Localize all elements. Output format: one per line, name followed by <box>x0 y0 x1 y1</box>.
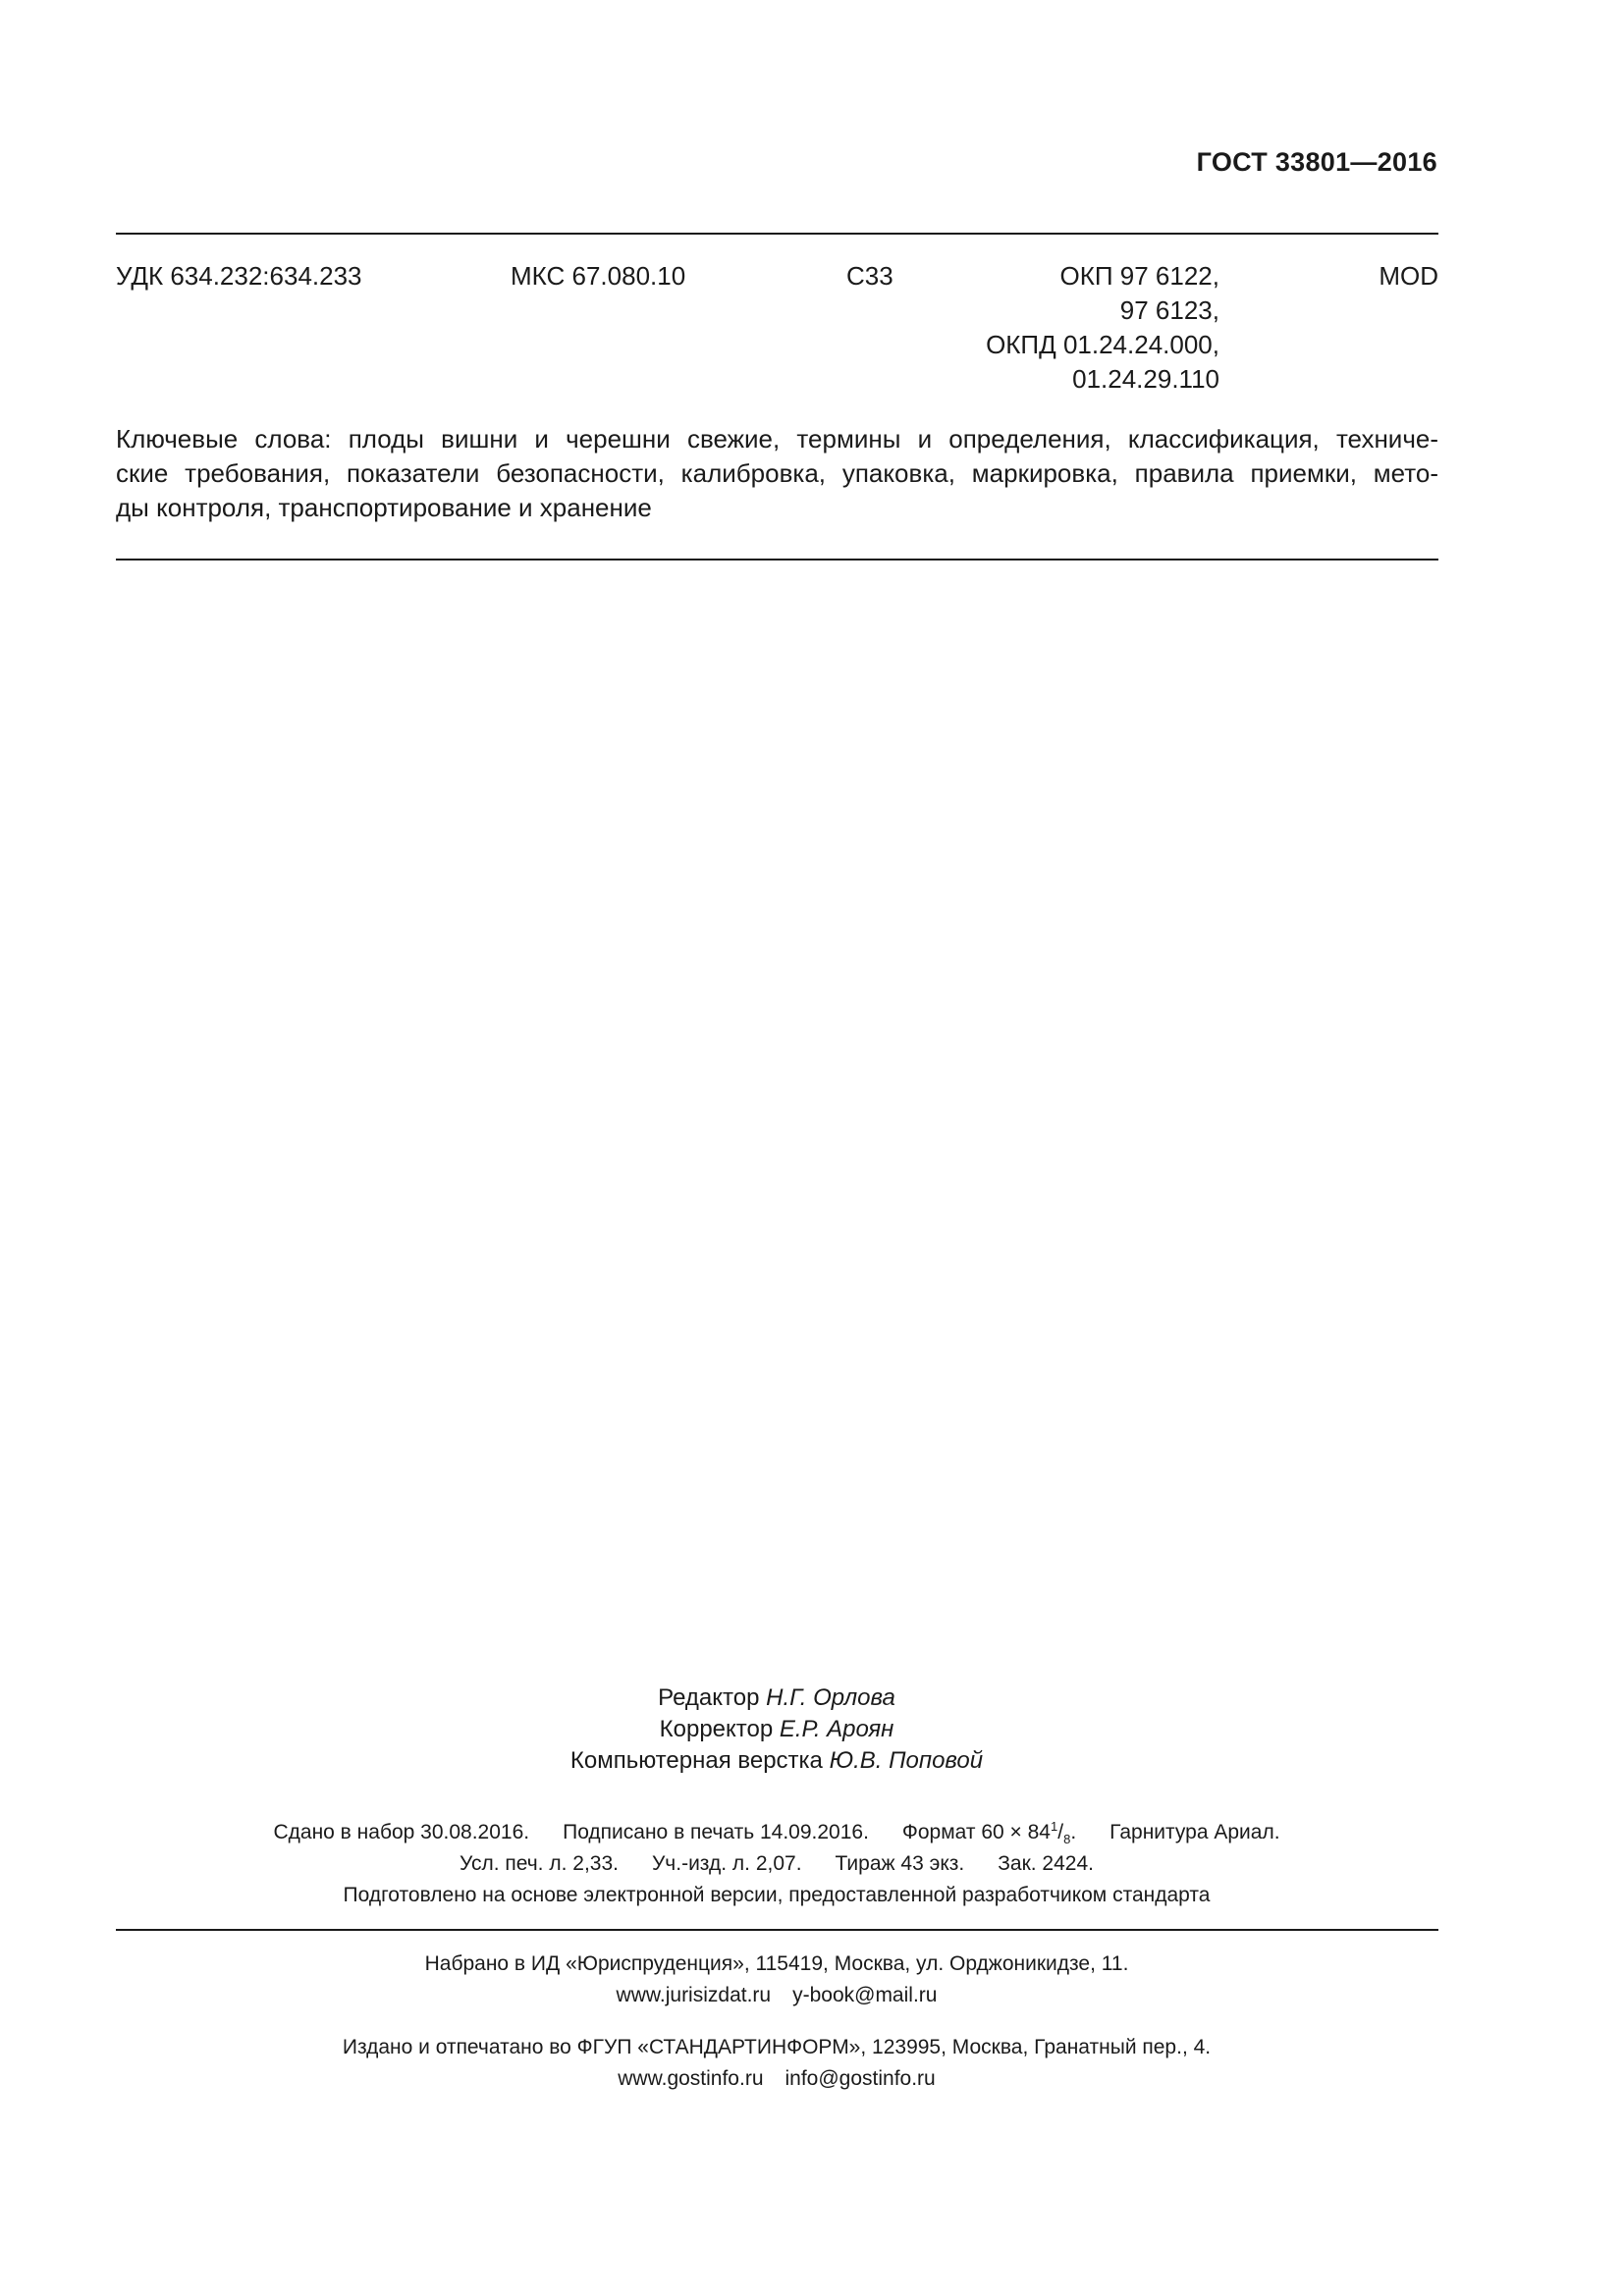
typeset-contacts <box>0 1980 1553 2011</box>
editor-line <box>0 1682 1553 1714</box>
submitted-date: Сдано в набор 30.08.2016. <box>273 1821 530 1843</box>
order-number: Зак. 2424. <box>998 1852 1094 1875</box>
credits-block <box>0 1682 1553 1777</box>
print-info-line-1 <box>0 1817 1553 1848</box>
print-info-block <box>0 1817 1553 1911</box>
editor-name: Н.Г. Орлова <box>766 1684 895 1711</box>
layout-line <box>0 1745 1553 1777</box>
mod-code: MOD <box>1379 261 1438 291</box>
typeset-address: Набрано в ИД «Юриспруденция», 115419, Москва, ул. Орджоникидзе, 11. <box>424 1952 1129 1975</box>
group-code: С33 <box>846 261 893 291</box>
prepared-note: Подготовлено на основе электронной версии, предоставленной разработчиком стандарта <box>343 1884 1211 1906</box>
editor-label: Редактор <box>658 1684 760 1711</box>
keywords-line-2: ские требования, показатели безопасности, калибровка, упаковка, маркировка, правила приемки, мето- <box>116 458 1438 488</box>
mks-code: МКС 67.080.10 <box>511 261 686 291</box>
keywords-line-3: ды контроля, транспортирование и хранение <box>116 493 652 522</box>
top-divider <box>116 233 1438 235</box>
okp-line-2: 97 6123, <box>1119 295 1219 325</box>
layout-name: Ю.В. Поповой <box>829 1747 984 1774</box>
printed-contacts <box>0 2063 1553 2095</box>
printed-address: Издано и отпечатано во ФГУП «СТАНДАРТИНФОРМ», 123995, Москва, Гранатный пер., 4. <box>342 2036 1212 2058</box>
imprint-divider <box>116 1929 1438 1931</box>
typeset-email-link[interactable]: y-book@mail.ru <box>792 1984 938 2006</box>
print-run: Тираж 43 экз. <box>835 1852 965 1875</box>
corrector-name: Е.Р. Ароян <box>779 1716 894 1742</box>
print-info-line-2 <box>0 1848 1553 1880</box>
printed-block <box>0 2032 1553 2095</box>
format-info: Формат $60 \times 84^1/_8$. <box>901 1819 1077 1847</box>
signed-date: Подписано в печать 14.09.2016. <box>563 1821 869 1843</box>
corrector-line <box>0 1714 1553 1745</box>
okp-line-1: ОКП 97 6122, <box>1059 261 1219 291</box>
font-info: Гарнитура Ариал. <box>1109 1821 1280 1843</box>
corrector-label: Корректор <box>659 1716 774 1742</box>
keywords-divider <box>116 559 1438 561</box>
layout-label: Компьютерная верстка <box>569 1747 823 1774</box>
okpd-line-1: ОКПД 01.24.24.000, <box>986 330 1219 359</box>
okpd-line-2: 01.24.29.110 <box>1072 364 1219 394</box>
printed-email-link[interactable]: info@gostinfo.ru <box>784 2067 936 2090</box>
document-number: ГОСТ 33801—2016 <box>1196 147 1437 177</box>
print-sheets: Усл. печ. л. 2,33. <box>460 1852 619 1875</box>
keywords-paragraph <box>116 422 1438 525</box>
printed-site-link[interactable]: www.gostinfo.ru <box>618 2067 764 2090</box>
typeset-block <box>0 1949 1553 2011</box>
typeset-site-link[interactable]: www.jurisizdat.ru <box>616 1984 772 2006</box>
okp-codes <box>986 259 1219 397</box>
keywords-line-1: Ключевые слова: плоды вишни и черешни свежие, термины и определения, классификация, техниче- <box>116 424 1438 454</box>
pub-sheets: Уч.-изд. л. 2,07. <box>651 1852 802 1875</box>
udk-code: УДК 634.232:634.233 <box>116 261 362 291</box>
